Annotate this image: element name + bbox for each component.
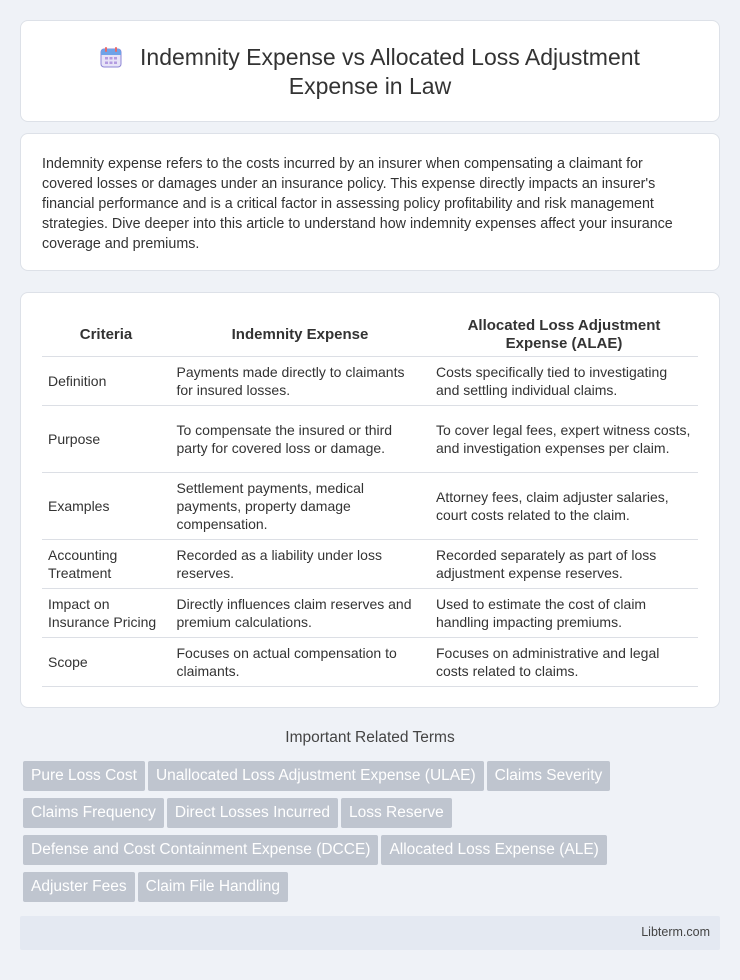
intro-card [20,133,720,271]
criteria-cell: Examples [42,472,170,539]
alae-cell: Attorney fees, claim adjuster salaries, court costs related to the claim. [430,472,698,539]
indemnity-cell: Payments made directly to claimants for insured losses. [170,356,430,405]
criteria-cell: Accounting Treatment [42,539,170,588]
table-row [42,637,698,686]
alae-cell: To cover legal fees, expert witness costs, and investigation expenses per claim. [430,405,698,472]
table-header-row [42,315,698,356]
indemnity-cell: Settlement payments, medical payments, property damage compensation. [170,472,430,539]
criteria-cell: Definition [42,356,170,405]
footer-bar [20,916,720,950]
related-term-tag[interactable]: Adjuster Fees [23,872,135,902]
indemnity-cell: Recorded as a liability under loss reserves. [170,539,430,588]
comparison-card [20,292,720,708]
related-term-tag[interactable]: Defense and Cost Containment Expense (DCCE) [23,835,378,865]
related-term-tag[interactable]: Unallocated Loss Adjustment Expense (ULAE) [148,761,484,791]
header-card [20,20,720,122]
header-indemnity: Indemnity Expense [170,315,430,356]
related-term-tag[interactable]: Claims Frequency [23,798,164,828]
criteria-cell: Purpose [42,405,170,472]
table-row [42,588,698,637]
comparison-table [42,315,698,687]
title-line-2: Expense in Law [288,73,452,99]
indemnity-cell: Directly influences claim reserves and premium calculations. [170,588,430,637]
alae-cell: Used to estimate the cost of claim handling impacting premiums. [430,588,698,637]
related-terms-list [23,761,723,909]
alae-cell: Recorded separately as part of loss adjustment expense reserves. [430,539,698,588]
indemnity-cell: Focuses on actual compensation to claimants. [170,637,430,686]
related-term-tag[interactable]: Allocated Loss Expense (ALE) [381,835,606,865]
table-row [42,356,698,405]
table-row [42,472,698,539]
header-criteria: Criteria [42,315,170,356]
page-title [21,43,719,101]
intro-paragraph: Indemnity expense refers to the costs incurred by an insurer when compensating a claimant for covered losses or damages under an insurance policy. This expense directly impacts an insurer's financial performance and is a critical factor in assessing policy profitability and risk management strategies. Dive deeper into this article to understand how indemnity expenses affect your insurance coverage and premiums. [42,156,673,252]
criteria-cell: Scope [42,637,170,686]
alae-cell: Focuses on administrative and legal costs related to claims. [430,637,698,686]
table-row [42,539,698,588]
related-term-tag[interactable]: Pure Loss Cost [23,761,145,791]
footer-site-link[interactable]: Libterm.com [641,925,710,939]
related-term-tag[interactable]: Direct Losses Incurred [167,798,338,828]
table-row [42,405,698,472]
criteria-cell: Impact on Insurance Pricing [42,588,170,637]
title-line-1: Indemnity Expense vs Allocated Loss Adjustment [140,44,640,70]
alae-cell: Costs specifically tied to investigating and settling individual claims. [430,356,698,405]
related-term-tag[interactable]: Claim File Handling [138,872,288,902]
related-term-tag[interactable]: Claims Severity [487,761,611,791]
header-alae: Allocated Loss Adjustment Expense (ALAE) [430,315,698,356]
related-term-tag[interactable]: Loss Reserve [341,798,452,828]
indemnity-cell: To compensate the insured or third party for covered loss or damage. [170,405,430,472]
related-terms-title: Important Related Terms [285,729,455,746]
calendar-icon [100,46,122,68]
